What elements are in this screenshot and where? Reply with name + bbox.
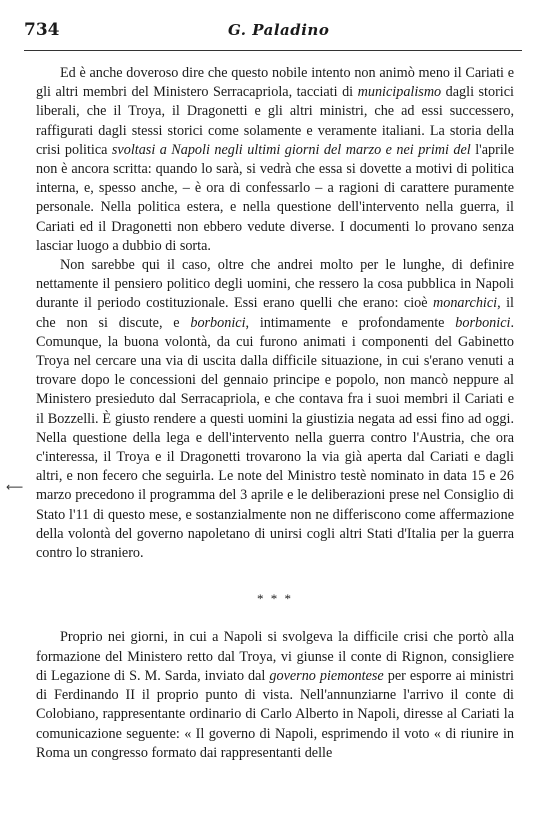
- text-run: Ed è anche doveroso dire che questo nobile intento non animò meno il Cariati e gli altri membri del Ministero Serracapriola, tacciati di: [36, 65, 514, 101]
- header-rule: [24, 50, 522, 51]
- paragraph: [36, 256, 514, 563]
- text-run: , intimamente e profondamente: [245, 314, 456, 331]
- text-run: Non sarebbe qui il caso, oltre che andrei molto per le lunghe, di definire nettamente il pensiero politico degli uomini, che ressero la cosa pubblica in Napoli durante il periodo costituzionale. Essi erano quelli che erano: cioè: [36, 257, 514, 312]
- section-separator: * * *: [257, 591, 293, 607]
- body-text: [36, 64, 514, 763]
- page-number: 734: [24, 20, 60, 40]
- italic-text: svoltasi a Napoli negli ultimi giorni del marzo e nei primi del: [111, 141, 471, 158]
- italic-text: governo piemontese: [269, 667, 384, 684]
- paragraph: [36, 628, 514, 762]
- running-head: G. Paladino: [228, 21, 330, 39]
- italic-text: borbonici: [455, 314, 511, 331]
- italic-text: municipalismo: [357, 84, 442, 101]
- italic-text: borbonici: [190, 314, 246, 331]
- italic-text: monarchici: [433, 295, 498, 312]
- text-run: . Comunque, la buona volontà, da cui furono animati i componenti del Gabinetto Troya nel cercare una via di uscita dalla difficile situazione, in cui s'erano venuti a trovare dopo le concessioni del gennaio principe e popolo, non mancò neppure al Ministero presieduto dal Serracapriola, e che contava fra i suoi membri il Cariati e il Bozzelli. È giusto rendere a questi uomini la giustizia negata ad essi fino ad oggi. Nella questione della lega e dell'intervento nella guerra contro l'Austria, che ora c'interessa, il Troya e il Dragonetti trovarono la via già aperta dal Cariati e dagli altri, e non fecero che seguirla. Le note del Ministro testè nominato in data 15 e 26 marzo precedono il programma del 3 aprile e le deliberazioni prese nel Consiglio di Stato l'11 di questo mese, e sostanzialmente non ne differiscono come affermazione della volontà del governo napoletano di unirsi cogli altri Stati d'Italia per la guerra contro lo straniero.: [36, 314, 514, 562]
- text-run: Proprio nei giorni, in cui a Napoli si svolgeva la difficile crisi che portò alla formazione del Ministero retto dal Troya, vi giunse il conte di Rignon, consigliere di Legazione di S. M. Sarda, inviato dal: [36, 629, 514, 684]
- text-run: , il che non si discute, e: [36, 295, 514, 331]
- text-run: dagli storici liberali, che il Troya, il Dragonetti e gli altri ministri, che ad essi successero, raffigurati dagli stessi storici come solamente e veramente italiani. La storia della crisi politica: [36, 84, 514, 158]
- page-header: [0, 18, 550, 42]
- margin-mark: ⟵: [6, 480, 24, 494]
- text-run: l'aprile non è ancora scritta: quando lo sarà, si vedrà che essa si dovette a motivi di politica interna, e, spesso anche, – è ora di confessarlo – a ragioni di carattere puramente personale. Nella politica estera, e nella questione dell'intervento nella guerra, il Cariati ed il Dragonetti non ebbero vedute diverse. I documenti lo provano senza lasciar luogo a dubbio di sorta.: [36, 141, 515, 254]
- paragraph: [36, 64, 514, 256]
- text-run: per esporre ai ministri di Ferdinando II il proprio punto di vista. Nell'annunziarne l'arrivo il conte di Colobiano, rappresentante ordinario di Carlo Alberto in Napoli, diresse al Cariati la comunicazione seguente: « Il governo di Napoli, esprimendo il voto « di riunire in Roma un congresso formato dai rappresentanti delle: [36, 667, 514, 761]
